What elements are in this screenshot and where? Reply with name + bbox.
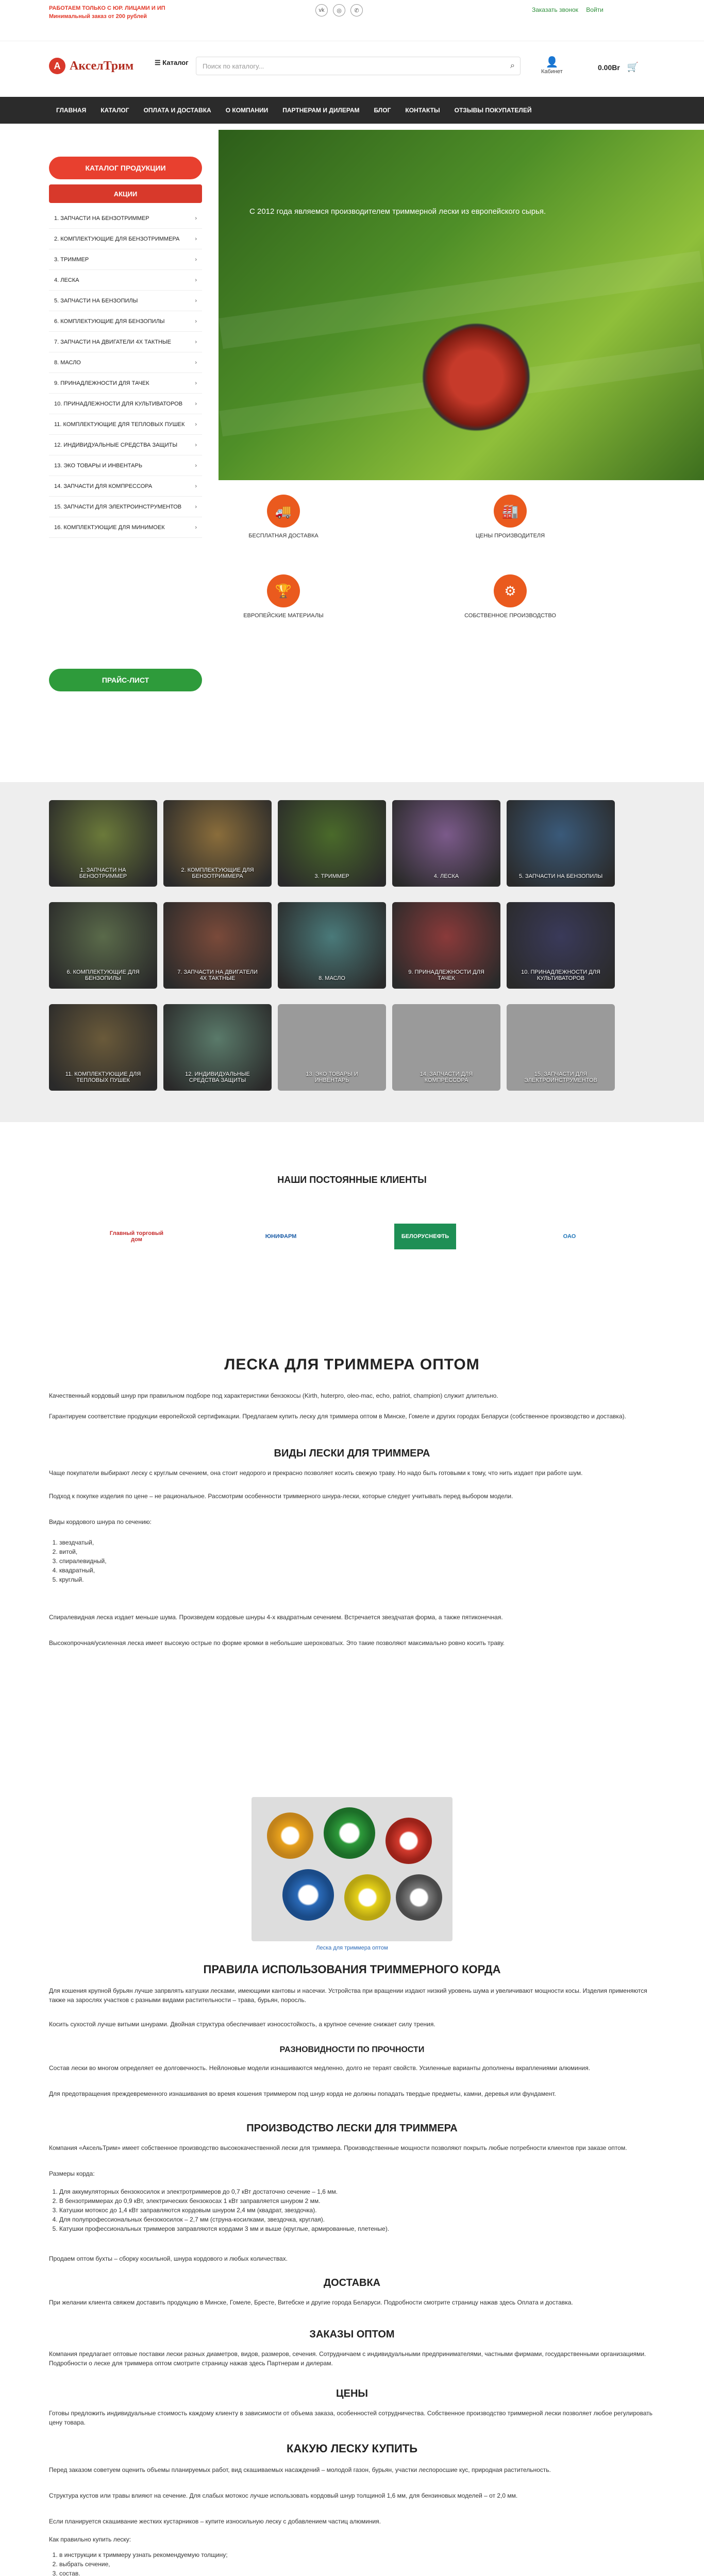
chevron-right-icon: › bbox=[195, 235, 197, 242]
list-item: 1. в инструкции к триммеру узнать рекомендуемую толщину; bbox=[59, 2550, 655, 2560]
prices-paragraph: Готовы предложить индивидуальные стоимость каждому клиенту в зависимости от объема заказа, особенностей сотрудничества. Собственное производство триммерной лески позволяет любое регулировать цену товара. bbox=[49, 2410, 653, 2426]
top-links bbox=[532, 6, 610, 13]
types-paragraph-1: Чаще покупатели выбирают леску с круглым сечением, она стоит недорого и прекрасно позволяет косить свежую траву. Но надо быть готовыми к тому, что нить издает при работе шум. bbox=[49, 1469, 583, 1477]
trimmer-image bbox=[414, 315, 538, 439]
client-logo-unipharm[interactable] bbox=[250, 1216, 312, 1257]
sidebar-catalog-list bbox=[49, 208, 202, 538]
hamburger-icon: ☰ bbox=[155, 59, 163, 66]
production-paragraph-3: Продаем оптом бухты – сборку косильной, шнура кордового и любых количествах. bbox=[49, 2255, 288, 2262]
sidebar-item-label: 8. МАСЛО bbox=[54, 359, 81, 366]
feature-materials bbox=[232, 574, 335, 619]
buy-paragraph-2: Структура кустов или травы влияют на сечение. Для слабых мотокос лучше использовать кордовый шнур толщиной 1,6 мм, для бензиновых моделей – от 2,0 мм. bbox=[49, 2492, 518, 2499]
category-tile[interactable] bbox=[507, 902, 615, 989]
sidebar-item-label: 9. ПРИНАДЛЕЖНОСТИ ДЛЯ ТАЧЕК bbox=[54, 380, 149, 386]
trophy-icon: 🏆 bbox=[267, 574, 300, 607]
sidebar-catalog-item[interactable] bbox=[49, 517, 202, 538]
cart-icon: 🛒 bbox=[627, 62, 639, 72]
cart-total: 0.00Br bbox=[598, 63, 620, 72]
client-name: БЕЛОРУСНЕФТЬ bbox=[401, 1233, 449, 1240]
category-tile-label: 6. КОМПЛЕКТУЮЩИЕ ДЛЯ БЕНЗОПИЛЫ bbox=[66, 969, 140, 981]
client-logo-oao[interactable] bbox=[539, 1216, 600, 1257]
sidebar-item-label: 12. ИНДИВИДУАЛЬНЫЕ СРЕДСТВА ЗАЩИТЫ bbox=[54, 442, 178, 448]
feature-label: ЕВРОПЕЙСКИЕ МАТЕРИАЛЫ bbox=[243, 613, 324, 619]
truck-icon: 🚚 bbox=[267, 495, 300, 528]
sidebar-item-label: 13. ЭКО ТОВАРЫ И ИНВЕНТАРЬ bbox=[54, 462, 143, 469]
chevron-right-icon: › bbox=[195, 297, 197, 304]
section-title-delivery: ДОСТАВКА bbox=[323, 2277, 381, 2289]
section-title-types: ВИДЫ ЛЕСКИ ДЛЯ ТРИММЕРА bbox=[274, 1448, 430, 1459]
category-tile[interactable] bbox=[507, 800, 615, 887]
chevron-right-icon: › bbox=[195, 277, 197, 283]
list-item: 1. Для аккумуляторных бензокосилок и электротриммеров до 0,7 кВт достаточно сечение – 1,6 мм. bbox=[59, 2187, 655, 2196]
client-name: ЮНИФАРМ bbox=[265, 1233, 297, 1240]
rules-paragraph-1: Для кошения крупной бурьян лучше запрвлять катушки лесками, имеющими кантовы и насечки. Устройства при вращении издают низкий уровень шума и увеличивают мощности косы. Изделия применяются также на зарослях участков с разными видами растительности – трава, бурьян, поросль. bbox=[49, 1987, 647, 2004]
list-item: 3. состав. bbox=[59, 2569, 655, 2576]
sidebar-item-label: 10. ПРИНАДЛЕЖНОСТИ ДЛЯ КУЛЬТИВАТОРОВ bbox=[54, 400, 183, 407]
category-tile-label: 14. ЗАПЧАСТИ ДЛЯ КОМПРЕССОРА bbox=[420, 1071, 473, 1083]
category-tile-label: 13. ЭКО ТОВАРЫ И ИНВЕНТАРЬ bbox=[306, 1071, 358, 1083]
feature-delivery bbox=[232, 495, 335, 539]
call-request-link[interactable]: Заказать звонок bbox=[532, 6, 578, 13]
section-title-prices: ЦЕНЫ bbox=[336, 2388, 368, 2399]
sidebar-catalog-item[interactable] bbox=[49, 497, 202, 517]
nav-item[interactable]: ОПЛАТА И ДОСТАВКА bbox=[143, 107, 211, 114]
category-tile[interactable] bbox=[392, 902, 500, 989]
factory-icon: 🏭 bbox=[494, 495, 527, 528]
nav-item[interactable]: КОНТАКТЫ bbox=[405, 107, 440, 114]
hero-banner[interactable] bbox=[219, 130, 704, 480]
client-logo-gtd[interactable] bbox=[106, 1216, 167, 1257]
strength-paragraph-2: Для предотвращения преждевременного изнашивания во время кошения триммером под шнур корда не должны попадать твердые предметы, камни, деревья или фундамент. bbox=[49, 2090, 556, 2097]
sidebar-item-label: 1. ЗАПЧАСТИ НА БЕНЗОТРИММЕР bbox=[54, 215, 149, 222]
types-paragraph-2: Подход к покупке изделия по цене – не рациональное. Рассмотрим особенности триммерного шнура-лески, которые следует учитывать перед выбором модели. bbox=[49, 1493, 513, 1500]
list-item: 3. спиралевидный, bbox=[59, 1556, 655, 1566]
sidebar-catalog-item[interactable] bbox=[49, 208, 202, 229]
nav-item[interactable]: ОТЗЫВЫ ПОКУПАТЕЛЕЙ bbox=[454, 107, 532, 114]
buy-paragraph-3: Если планируется скашивание жестких кустарников – купите износильную леску с добавлением частиц алюминия. bbox=[49, 2518, 381, 2525]
search-box[interactable] bbox=[196, 57, 521, 75]
client-name: ОАО bbox=[563, 1233, 576, 1240]
social-links bbox=[315, 4, 363, 16]
sidebar-item-label: 7. ЗАПЧАСТИ НА ДВИГАТЕЛИ 4Х ТАКТНЫЕ bbox=[54, 338, 171, 345]
search-input[interactable]: Поиск по каталогу... bbox=[203, 62, 264, 70]
price-list-button[interactable]: ПРАЙС-ЛИСТ bbox=[49, 669, 202, 691]
instagram-icon[interactable]: ◎ bbox=[333, 4, 345, 16]
user-icon: 👤 bbox=[545, 57, 559, 68]
sidebar-catalog-item[interactable] bbox=[49, 311, 202, 332]
category-tile-label: 8. МАСЛО bbox=[319, 975, 345, 981]
category-tile[interactable] bbox=[163, 800, 272, 887]
actions-button[interactable]: АКЦИИ bbox=[49, 184, 202, 203]
topbar bbox=[0, 0, 704, 41]
sidebar-item-label: 2. КОМПЛЕКТУЮЩИЕ ДЛЯ БЕНЗОТРИММЕРА bbox=[54, 235, 180, 242]
client-name: Главный торговый дом bbox=[109, 1230, 164, 1243]
chevron-right-icon: › bbox=[195, 380, 197, 386]
types-paragraph-4: Спиралевидная леска издает меньше шума. Произведем кордовые шнуры 4-х квадратным сечением. Встречается звездчатая форма, а также пятиконечная. bbox=[49, 1614, 503, 1621]
section-title-production: ПРОИЗВОДСТВО ЛЕСКИ ДЛЯ ТРИММЕРА bbox=[246, 2123, 458, 2134]
sidebar-item-label: 16. КОМПЛЕКТУЮЩИЕ ДЛЯ МИНИМОЕК bbox=[54, 524, 165, 531]
category-tile-label: 15. ЗАПЧАСТИ ДЛЯ ЭЛЕКТРОИНСТРУМЕНТОВ bbox=[524, 1071, 597, 1083]
chevron-right-icon: › bbox=[195, 421, 197, 428]
category-tile[interactable] bbox=[163, 902, 272, 989]
list-item: 3. Катушки мотокос до 1,4 кВт заправляются кордовым шнуром 2,4 мм (квадрат, звездочка). bbox=[59, 2206, 655, 2215]
clients-title: НАШИ ПОСТОЯННЫЕ КЛИЕНТЫ bbox=[277, 1175, 427, 1185]
main-nav bbox=[0, 97, 704, 124]
section-title-orders: ЗАКАЗЫ ОПТОМ bbox=[309, 2329, 395, 2340]
chevron-right-icon: › bbox=[195, 256, 197, 263]
production-paragraph-1: Компания «АксельТрим» имеет собственное производство высококачественной лески для триммера. Производственные мощности позволяют покрыть любые потребности клиентов при заказе оптом. bbox=[49, 2144, 627, 2151]
buy-paragraph-1: Перед заказом советуем оценить объемы планируемых работ, вид скашиваемых насаждений – молодой газон, бурьян, участки леспоросшие кус, природная растительность. bbox=[49, 2466, 551, 2473]
category-tile-label: 4. ЛЕСКА bbox=[433, 873, 459, 879]
category-tile-label: 5. ЗАПЧАСТИ НА БЕНЗОПИЛЫ bbox=[518, 873, 603, 879]
category-tile[interactable] bbox=[49, 902, 157, 989]
sidebar-catalog-item[interactable] bbox=[49, 229, 202, 249]
cart-button[interactable] bbox=[598, 62, 639, 73]
strength-paragraph-1: Состав лески во многом определяет ее долговечность. Нейлоновые модели изнашиваются медленно, долго не тераят свойств. Усиленные варианты дополнены вкраплениями алюминия. bbox=[49, 2064, 591, 2072]
chevron-right-icon: › bbox=[195, 215, 197, 222]
feature-label: ЦЕНЫ ПРОИЗВОДИТЕЛЯ bbox=[475, 533, 545, 539]
sidebar-item-label: 6. КОМПЛЕКТУЮЩИЕ ДЛЯ БЕНЗОПИЛЫ bbox=[54, 318, 165, 325]
category-tile-label: 7. ЗАПЧАСТИ НА ДВИГАТЕЛИ 4Х ТАКТНЫЕ bbox=[177, 969, 258, 981]
logo-text: АкселТрим bbox=[70, 59, 134, 73]
sidebar-catalog-item[interactable] bbox=[49, 394, 202, 414]
cabinet-link[interactable] bbox=[541, 56, 563, 75]
section-title-strength: РАЗНОВИДНОСТИ ПО ПРОЧНОСТИ bbox=[279, 2045, 425, 2054]
buy-paragraph-4: Как правильно купить леску: bbox=[49, 2536, 131, 2543]
category-tile[interactable] bbox=[278, 1004, 386, 1091]
category-tile-label: 11. КОМПЛЕКТУЮЩИЕ ДЛЯ ТЕПЛОВЫХ ПУШЕК bbox=[65, 1071, 141, 1083]
category-tile[interactable] bbox=[507, 1004, 615, 1091]
category-tile[interactable] bbox=[278, 800, 386, 887]
category-tile-label: 3. ТРИММЕР bbox=[314, 873, 349, 879]
sidebar-catalog-item[interactable] bbox=[49, 435, 202, 455]
hero-text: С 2012 года являемся производителем триммерной лески из европейского сырья. bbox=[249, 207, 546, 216]
delivery-paragraph: При желании клиента свяжем доставить продукцию в Минске, Гомеле, Бресте, Витебске и другие города Беларуси. Подробности смотрите страницу нажав здесь Оплата и доставка. bbox=[49, 2299, 573, 2306]
category-tile-label: 12. ИНДИВИДУАЛЬНЫЕ СРЕДСТВА ЗАЩИТЫ bbox=[185, 1071, 250, 1083]
category-tile-label: 10. ПРИНАДЛЕЖНОСТИ ДЛЯ КУЛЬТИВАТОРОВ bbox=[521, 969, 600, 981]
whatsapp-icon[interactable]: ✆ bbox=[350, 4, 363, 16]
category-tile[interactable] bbox=[163, 1004, 272, 1091]
section-title-rules: ПРАВИЛА ИСПОЛЬЗОВАНИЯ ТРИММЕРНОГО КОРДА bbox=[203, 1963, 501, 1976]
sidebar-item-label: 11. КОМПЛЕКТУЮЩИЕ ДЛЯ ТЕПЛОВЫХ ПУШЕК bbox=[54, 421, 185, 428]
list-item: 1. звездчатый, bbox=[59, 1538, 655, 1547]
topbar-line1: РАБОТАЕМ ТОЛЬКО С ЮР. ЛИЦАМИ И ИП bbox=[49, 5, 165, 11]
category-tile[interactable] bbox=[392, 1004, 500, 1091]
logo-icon: А bbox=[49, 58, 65, 74]
nav-item[interactable]: ГЛАВНАЯ bbox=[56, 107, 87, 114]
nav-item[interactable]: БЛОГ bbox=[374, 107, 391, 114]
types-paragraph-5: Высокопрочная/усиленная леска имеет высокую острые по форме кромки в небольшие шероховатых. Это такие позволяют максимально ровно косить траву. bbox=[49, 1639, 505, 1647]
rules-paragraph-2: Косить сухостой лучше витыми шнурами. Двойная структура обеспечивает износостойкость, а крупное сечение снижает силу трения. bbox=[49, 2021, 435, 2028]
article-intro-2: Гарантируем соответствие продукции европейской сертификации. Предлагаем купить леску для триммера оптом в Минске, Гомеле и других городах Беларуси (собственное производство и доставка). bbox=[49, 1413, 626, 1420]
gear-icon: ⚙ bbox=[494, 574, 527, 607]
category-tile-label: 9. ПРИНАДЛЕЖНОСТИ ДЛЯ ТАЧЕК bbox=[408, 969, 484, 981]
chevron-right-icon: › bbox=[195, 318, 197, 325]
sidebar-catalog-item[interactable] bbox=[49, 476, 202, 497]
list-item: 4. квадратный, bbox=[59, 1566, 655, 1575]
sidebar-catalog-item[interactable] bbox=[49, 414, 202, 435]
list-item: 2. В бензотриммерах до 0,9 кВт, электрических бензокосах 1 кВт заправляется шнуром 2 мм. bbox=[59, 2196, 655, 2206]
catalog-menu-button[interactable] bbox=[155, 59, 189, 67]
category-tile-label: 2. КОМПЛЕКТУЮЩИЕ ДЛЯ БЕНЗОТРИММЕРА bbox=[181, 867, 254, 879]
sidebar-catalog-item[interactable] bbox=[49, 352, 202, 373]
list-item: 4. Для полупрофессиональных бензокосилок – 2,7 мм (струна-косилками, звездочка, круглая). bbox=[59, 2215, 655, 2224]
trimmer-line-photo bbox=[252, 1797, 452, 1941]
chevron-right-icon: › bbox=[195, 462, 197, 469]
sidebar-catalog-item[interactable] bbox=[49, 249, 202, 270]
category-tile-label: 1. ЗАПЧАСТИ НА БЕНЗОТРИММЕР bbox=[79, 867, 127, 879]
category-tile[interactable] bbox=[392, 800, 500, 887]
sidebar-item-label: 3. ТРИММЕР bbox=[54, 256, 89, 263]
sidebar-catalog-item[interactable] bbox=[49, 373, 202, 394]
client-logo-belorusneft[interactable] bbox=[394, 1224, 456, 1249]
topbar-info bbox=[49, 4, 165, 21]
types-paragraph-3: Виды кордового шнура по сечению: bbox=[49, 1518, 152, 1526]
sidebar-item-label: 4. ЛЕСКА bbox=[54, 277, 79, 283]
cabinet-label: Кабинет bbox=[541, 69, 563, 75]
catalog-menu-label: Каталог bbox=[162, 59, 189, 66]
chevron-right-icon: › bbox=[195, 524, 197, 531]
feature-production bbox=[459, 574, 562, 619]
sidebar-item-label: 14. ЗАПЧАСТИ ДЛЯ КОМПРЕССОРА bbox=[54, 483, 153, 489]
chevron-right-icon: › bbox=[195, 359, 197, 366]
category-tile[interactable] bbox=[278, 902, 386, 989]
list-item: 2. витой, bbox=[59, 1547, 655, 1556]
search-icon[interactable]: ⌕ bbox=[510, 61, 515, 70]
production-list bbox=[49, 2187, 655, 2233]
login-link[interactable]: Войти bbox=[586, 6, 604, 13]
production-paragraph-2: Размеры корда: bbox=[49, 2170, 95, 2177]
feature-label: БЕСПЛАТНАЯ ДОСТАВКА bbox=[248, 533, 319, 539]
catalog-button[interactable]: КАТАЛОГ ПРОДУКЦИИ bbox=[49, 157, 202, 179]
chevron-right-icon: › bbox=[195, 483, 197, 489]
feature-label: СОБСТВЕННОЕ ПРОИЗВОДСТВО bbox=[464, 613, 556, 619]
photo-caption: Леска для триммера оптом bbox=[316, 1945, 388, 1951]
article-title: ЛЕСКА ДЛЯ ТРИММЕРА ОПТОМ bbox=[224, 1356, 480, 1373]
chevron-right-icon: › bbox=[195, 338, 197, 345]
chevron-right-icon: › bbox=[195, 503, 197, 510]
category-grid bbox=[0, 782, 704, 1122]
list-item: 5. круглый. bbox=[59, 1575, 655, 1584]
sidebar-item-label: 5. ЗАПЧАСТИ НА БЕНЗОПИЛЫ bbox=[54, 297, 138, 304]
article-intro-1: Качественный кордовый шнур при правильном подборе под характеристики бензокосы (Kirth, huterpro, oleo-mac, echo, patriot, champion) служит длительно. bbox=[49, 1392, 498, 1399]
topbar-line2: Минимальный заказ от 200 рублей bbox=[49, 13, 147, 20]
sidebar-catalog-item[interactable] bbox=[49, 455, 202, 476]
nav-item[interactable]: ПАРТНЕРАМ И ДИЛЕРАМ bbox=[282, 107, 360, 114]
site-logo[interactable] bbox=[49, 58, 133, 74]
chevron-right-icon: › bbox=[195, 400, 197, 407]
buy-list bbox=[49, 2550, 655, 2576]
feature-prices bbox=[459, 495, 562, 539]
category-tile[interactable] bbox=[49, 800, 157, 887]
sidebar-catalog-item[interactable] bbox=[49, 291, 202, 311]
chevron-right-icon: › bbox=[195, 442, 197, 448]
category-tile[interactable] bbox=[49, 1004, 157, 1091]
sidebar-item-label: 15. ЗАПЧАСТИ ДЛЯ ЭЛЕКТРОИНСТРУМЕНТОВ bbox=[54, 503, 182, 510]
vk-icon[interactable]: vk bbox=[315, 4, 328, 16]
section-title-buy: КАКУЮ ЛЕСКУ КУПИТЬ bbox=[286, 2442, 418, 2455]
sidebar-catalog-item[interactable] bbox=[49, 270, 202, 291]
list-item: 5. Катушки профессиональных триммеров заправляются кордами 3 мм и выше (круглые, армированные, плетеные). bbox=[59, 2224, 655, 2233]
list-item: 2. выбрать сечение, bbox=[59, 2560, 655, 2569]
sidebar-catalog-item[interactable] bbox=[49, 332, 202, 352]
types-list bbox=[49, 1538, 655, 1584]
orders-paragraph: Компания предлагает оптовые поставки лески разных диаметров, видов, размеров, сечения. Сотрудничаем с индивидуальными предпринимателями, частными фирмами, государственными организациями. Подробности о леске для триммера оптом смотрите страницу нажав здесь Партнерам и дилерам. bbox=[49, 2350, 646, 2367]
nav-item[interactable]: О КОМПАНИИ bbox=[225, 107, 269, 114]
nav-item[interactable]: КАТАЛОГ bbox=[100, 107, 129, 114]
